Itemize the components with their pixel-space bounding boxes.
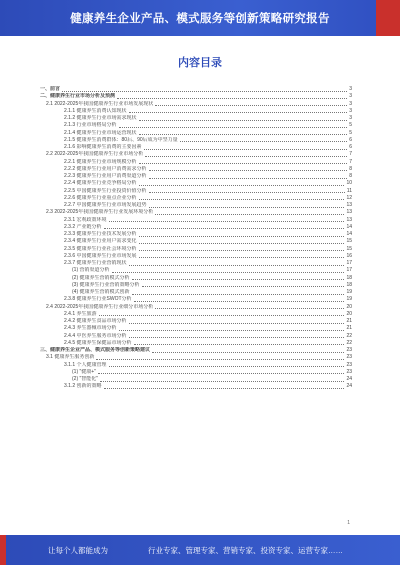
toc-leader-dots — [98, 373, 344, 374]
toc-leader-dots — [129, 112, 348, 113]
toc-entry-page: 8 — [349, 173, 352, 179]
toc-leader-dots — [117, 98, 347, 99]
toc-entry-page: 18 — [346, 274, 352, 281]
toc-entry-page: 20 — [346, 310, 352, 317]
page-number: 1 — [347, 520, 350, 526]
toc-entry-label: 2.3.2 产业链分析 — [64, 223, 102, 230]
toc-entry-page: 15 — [346, 238, 352, 245]
header-accent-stripe — [376, 0, 400, 36]
toc-leader-dots — [139, 120, 348, 121]
toc-entry-label: 3.1.2 创新的策略 — [64, 383, 102, 390]
toc-entry[interactable] — [40, 144, 352, 151]
toc-entry[interactable] — [40, 101, 352, 108]
toc-entry-label: 三、健康养生企业产品、模式服务等创新策略建议 — [40, 347, 151, 353]
toc-entry-label: 2.1.4 健康养生行业市场运营现状 — [64, 129, 137, 136]
toc-leader-dots — [139, 185, 345, 186]
toc-entry-page: 13 — [346, 209, 352, 216]
toc-entry-page: 3 — [349, 100, 352, 107]
toc-entry-label: 2.3.6 中国健康养生行业市场发展 — [64, 252, 137, 259]
toc-entry-label: (4) 健康养生营销模式创新 — [72, 289, 130, 295]
toc-entry-page: 13 — [346, 216, 352, 223]
toc-entry-page: 20 — [346, 303, 352, 310]
toc-entry[interactable] — [40, 173, 352, 180]
toc-entry[interactable] — [40, 108, 352, 115]
toc-entry[interactable] — [40, 253, 352, 260]
toc-entry-label: 2.1.6 影响健康养生消费的主要因素 — [64, 144, 142, 150]
toc-entry[interactable] — [40, 209, 352, 216]
toc-entry-label: 2.3.5 健康养生行业社会环境分析 — [64, 245, 137, 252]
toc-leader-dots — [139, 236, 345, 237]
toc-leader-dots — [139, 250, 345, 251]
footer-slogan-right: 行业专家、管理专家、营销专家、投资专家、运营专家…… — [148, 546, 343, 555]
toc-entry-label: 2.4.2 健康养生食品市场分析 — [64, 318, 127, 324]
footer-accent-bar — [0, 535, 6, 565]
toc-leader-dots — [134, 344, 345, 345]
toc-entry-page: 3 — [349, 86, 352, 92]
toc-entry[interactable] — [40, 137, 352, 144]
toc-entry-page: 3 — [349, 93, 352, 100]
toc-leader-dots — [139, 257, 345, 258]
toc-entry-label: (1) 营销渠道分析 — [72, 267, 110, 274]
toc-entry[interactable] — [40, 202, 352, 209]
toc-entry-label: 2.1.2 健康养生行业市场需求现状 — [64, 115, 137, 121]
toc-leader-dots — [109, 221, 345, 222]
toc-leader-dots — [129, 323, 345, 324]
toc-leader-dots — [155, 105, 347, 106]
toc-leader-dots — [62, 91, 347, 92]
toc-entry[interactable] — [40, 115, 352, 122]
report-footer — [0, 535, 400, 565]
toc-entry[interactable] — [40, 188, 352, 195]
toc-entry-page: 3 — [349, 107, 352, 114]
toc-entry-page: 16 — [346, 252, 352, 259]
report-header — [0, 0, 400, 36]
toc-entry[interactable] — [40, 159, 352, 166]
toc-entry[interactable] — [40, 260, 352, 267]
toc-entry-page: 13 — [346, 202, 352, 208]
toc-entry-label: 2.4 2022-2025年我国健康养生行业细分市场分析 — [46, 303, 154, 310]
toc-entry-label: (2) 健康养生营销模式分析 — [72, 274, 130, 281]
toc-entry-label: 2.2.6 健康养生行业重点企业分析 — [64, 194, 137, 201]
toc-leader-dots — [144, 149, 348, 150]
toc-entry[interactable] — [40, 362, 352, 369]
toc-leader-dots — [149, 178, 348, 179]
toc-entry-label: 2.2.1 健康养生行业市场规模分析 — [64, 158, 137, 165]
toc-entry-page: 7 — [349, 151, 352, 158]
toc-entry-label: 2.4.4 中医养生服务市场分析 — [64, 332, 127, 339]
toc-entry[interactable] — [40, 180, 352, 187]
toc-leader-dots — [100, 381, 344, 382]
toc-entry[interactable] — [40, 296, 352, 303]
toc-entry[interactable] — [40, 318, 352, 325]
toc-entry-label: 2.3.1 宏观政策环境 — [64, 216, 107, 223]
toc-entry-page: 5 — [349, 122, 352, 129]
toc-entry[interactable] — [40, 217, 352, 224]
toc-entry[interactable] — [40, 86, 352, 93]
toc-leader-dots — [129, 337, 345, 338]
toc-entry-label: 2.4.1 养生旅游 — [64, 310, 97, 317]
toc-entry-label: 2.1.1 健康养生消费认知现状 — [64, 107, 127, 114]
toc-entry-label: 2.3.4 健康养生行业用户需求变化 — [64, 238, 137, 245]
toc-entry-page: 18 — [346, 281, 352, 288]
toc-leader-dots — [134, 301, 345, 302]
toc-entry-label: 2.2.2 健康养生行业用户消费需求分析 — [64, 165, 147, 172]
toc-entry[interactable] — [40, 304, 352, 311]
toc-leader-dots — [119, 330, 345, 331]
toc-entry[interactable] — [40, 311, 352, 318]
toc-entry-page: 24 — [346, 376, 352, 382]
toc-entry[interactable] — [40, 267, 352, 274]
toc-entry-page: 14 — [346, 223, 352, 230]
toc-entry-page: 21 — [346, 318, 352, 324]
toc-entry-label: 2.2.4 健康养生行业竞争格局分析 — [64, 180, 137, 187]
toc-entry-page: 8 — [349, 165, 352, 172]
toc-entry[interactable] — [40, 151, 352, 158]
toc-entry-label: 2.2.3 健康养生行业用户消费渠道分析 — [64, 173, 147, 179]
toc-entry[interactable] — [40, 340, 352, 347]
toc-entry[interactable] — [40, 347, 352, 354]
toc-entry[interactable] — [40, 93, 352, 100]
toc-entry[interactable] — [40, 246, 352, 253]
toc-leader-dots — [145, 156, 347, 157]
toc-entry-page: 24 — [346, 383, 352, 390]
toc-entry[interactable] — [40, 282, 352, 289]
toc-entry[interactable] — [40, 369, 352, 376]
footer-slogan-left: 让每个人都能成为 — [48, 546, 108, 555]
toc-entry[interactable] — [40, 376, 352, 383]
toc-leader-dots — [112, 272, 345, 273]
toc-entry-page: 6 — [349, 144, 352, 150]
toc-entry-page: 19 — [346, 289, 352, 295]
toc-leader-dots — [132, 294, 345, 295]
toc-entry-label: 2.3 2022-2025年我国健康养生行业发展环境分析 — [46, 209, 154, 216]
toc-entry[interactable] — [40, 325, 352, 332]
toc-entry-page: 19 — [346, 296, 352, 303]
toc-entry-page: 11 — [346, 187, 352, 194]
toc-entry-label: 2.2 2022-2025年我国健康养生行业市场分析 — [46, 151, 144, 158]
toc-entry[interactable] — [40, 289, 352, 296]
toc-entry-page: 22 — [346, 332, 352, 339]
toc-leader-dots — [139, 163, 348, 164]
toc-entry-label: 2.1.5 健康养生消费群体：80后、90后成为中坚力量 — [64, 136, 178, 143]
toc-leader-dots — [104, 388, 345, 389]
toc-entry-label: 2.2.5 中国健康养生行业投资价值分析 — [64, 187, 147, 194]
toc-entry-label: 3.1 健康养生服务创新 — [46, 354, 95, 361]
toc-entry-label: 2.4.3 养生器械市场分析 — [64, 325, 117, 332]
toc-leader-dots — [139, 134, 348, 135]
toc-entry[interactable] — [40, 383, 352, 390]
toc-entry-page: 17 — [346, 267, 352, 274]
toc-entry-page: 14 — [346, 231, 352, 237]
toc-entry-label: 二、健康养生行业市场分析及预测 — [40, 93, 116, 100]
toc-entry-label: 2.3.7 健康养生行业营销现状 — [64, 260, 127, 266]
report-title: 健康养生企业产品、模式服务等创新策略研究报告 — [70, 13, 330, 25]
toc-entry-page: 5 — [349, 129, 352, 136]
toc-heading: 内容目录 — [178, 57, 222, 69]
toc-entry[interactable] — [40, 195, 352, 202]
toc-entry-label: 2.2.7 中国健康养生行业市场发展趋势 — [64, 202, 147, 208]
toc-leader-dots — [132, 279, 345, 280]
toc-entry-page: 22 — [346, 339, 352, 346]
toc-leader-dots — [119, 127, 348, 128]
toc-leader-dots — [129, 265, 345, 266]
toc-entry-page: 23 — [346, 347, 352, 353]
toc-leader-dots — [149, 207, 345, 208]
toc-entry-label: (3) 健康养生行业营销策略分析 — [72, 281, 140, 288]
toc-entry-label: (2) "智能化" — [72, 376, 99, 382]
toc-entry-page: 12 — [346, 194, 352, 201]
toc-entry[interactable] — [40, 354, 352, 361]
toc-entry[interactable] — [40, 231, 352, 238]
toc-leader-dots — [155, 214, 344, 215]
toc-entry-label: (1) "健康+" — [72, 368, 96, 375]
toc-entry-label: 2.3.8 健康养生行业SWOT分析 — [64, 296, 132, 303]
toc-entry-page: 23 — [346, 354, 352, 361]
toc-leader-dots — [96, 359, 344, 360]
toc-entry-page: 23 — [346, 368, 352, 375]
toc-entry[interactable] — [40, 224, 352, 231]
toc-entry-label: 2.1 2022-2025年我国健康养生行业市场发展现状 — [46, 100, 154, 107]
table-of-contents — [40, 86, 352, 391]
toc-leader-dots — [142, 286, 345, 287]
toc-entry-label: 3.1.1 个人健康管理 — [64, 361, 107, 368]
toc-leader-dots — [99, 315, 345, 316]
toc-leader-dots — [104, 228, 345, 229]
toc-entry-label: 2.1.3 行业市场格局分析 — [64, 122, 117, 129]
toc-leader-dots — [139, 243, 345, 244]
toc-entry-page: 3 — [349, 115, 352, 121]
toc-leader-dots — [180, 141, 348, 142]
toc-entry[interactable] — [40, 333, 352, 340]
toc-entry-page: 17 — [346, 260, 352, 266]
toc-leader-dots — [155, 308, 344, 309]
toc-leader-dots — [139, 199, 345, 200]
toc-entry-page: 15 — [346, 245, 352, 252]
toc-entry-page: 6 — [349, 136, 352, 143]
toc-leader-dots — [109, 366, 345, 367]
toc-entry[interactable] — [40, 130, 352, 137]
toc-entry[interactable] — [40, 238, 352, 245]
toc-entry-label: 2.4.5 健康养生保健品市场分析 — [64, 339, 132, 346]
toc-entry[interactable] — [40, 122, 352, 129]
toc-entry[interactable] — [40, 275, 352, 282]
toc-leader-dots — [152, 352, 344, 353]
toc-entry-label: 2.3.3 健康养生行业技术发展分析 — [64, 231, 137, 237]
toc-entry-page: 7 — [349, 158, 352, 165]
toc-entry-page: 23 — [346, 361, 352, 368]
toc-entry-page: 21 — [346, 325, 352, 332]
toc-leader-dots — [149, 192, 345, 193]
toc-entry-label: 一、前言 — [40, 86, 61, 92]
toc-entry-page: 10 — [346, 180, 352, 187]
toc-leader-dots — [149, 170, 348, 171]
toc-entry[interactable] — [40, 166, 352, 173]
